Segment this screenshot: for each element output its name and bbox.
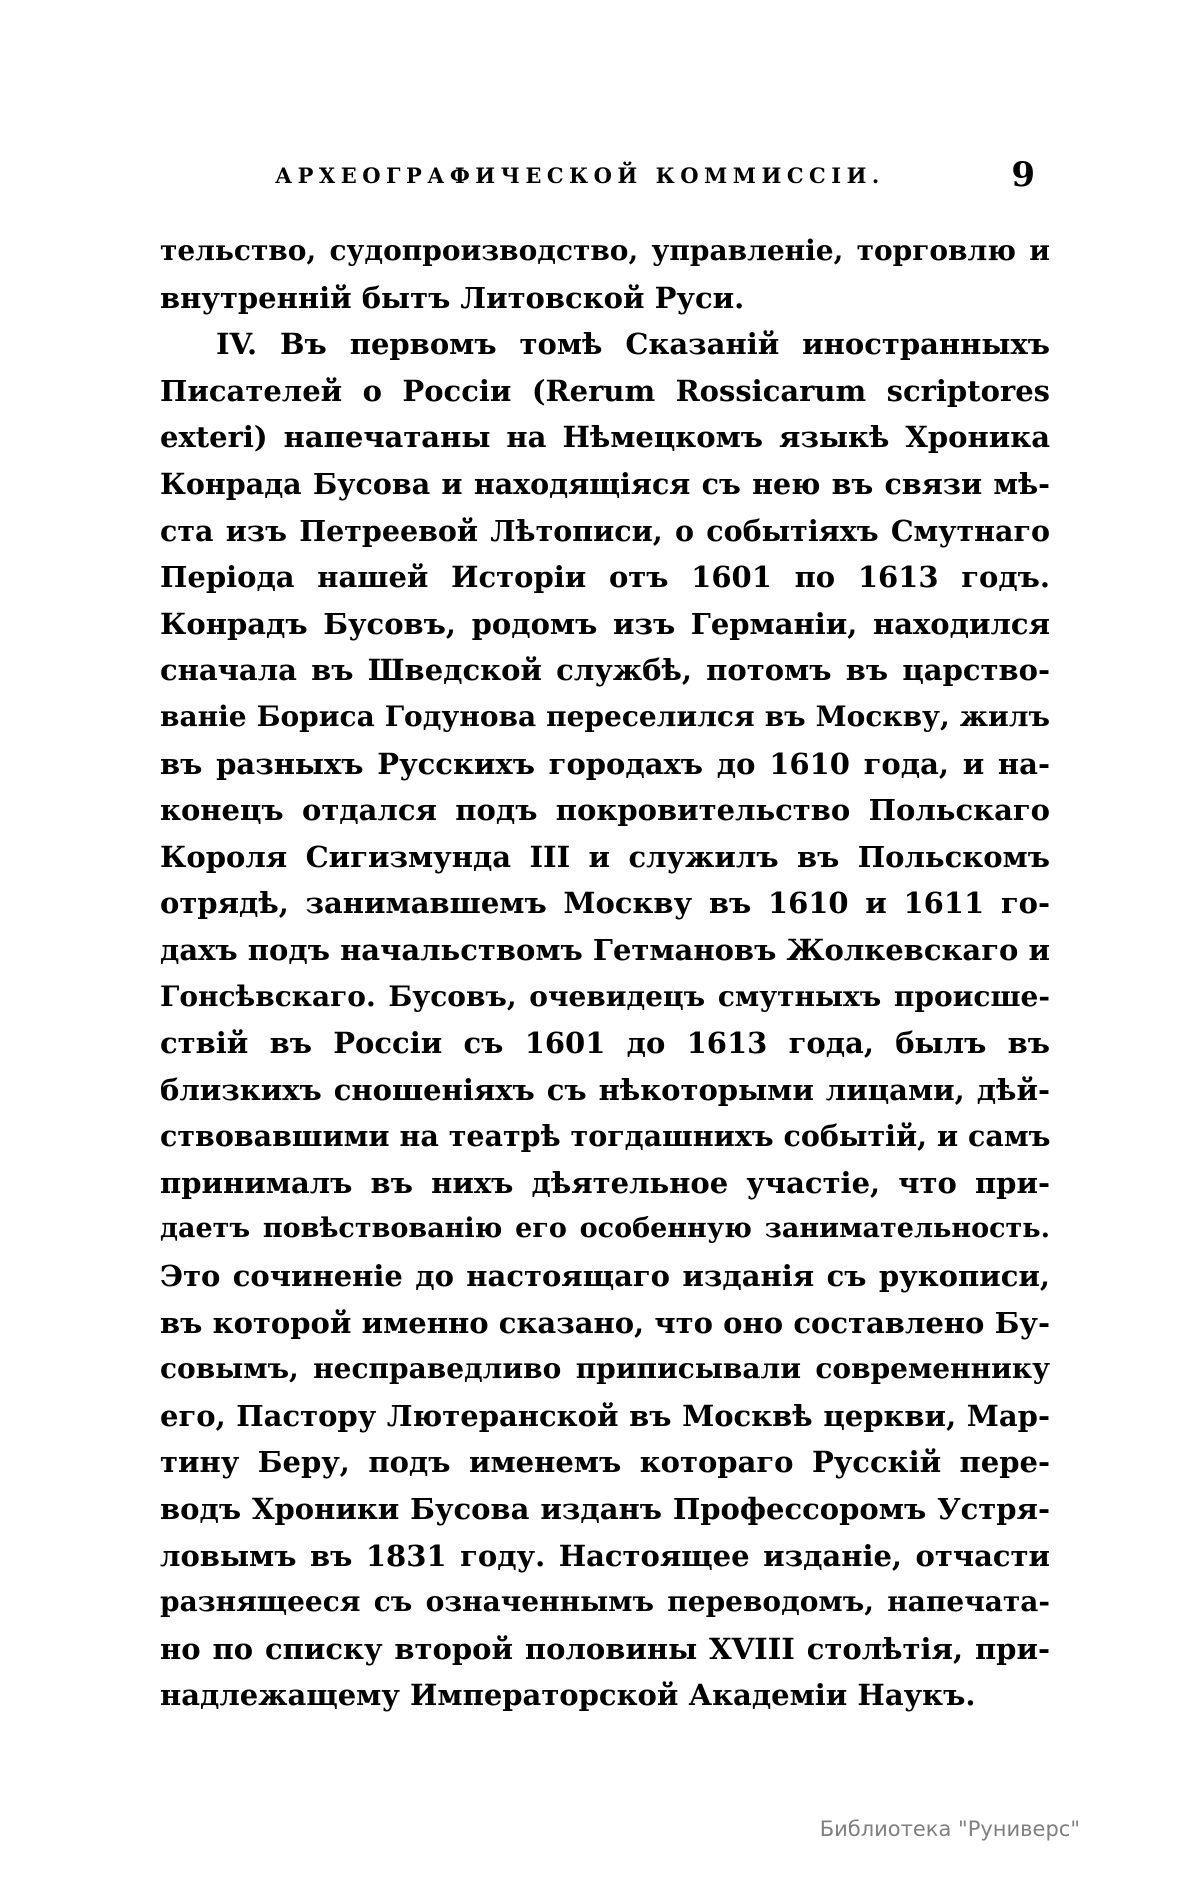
page-number: 9	[1011, 155, 1035, 195]
text-line: ствій въ Россіи съ 1601 до 1613 года, былъ въ	[160, 1026, 1050, 1061]
text-line: Это сочиненіе до настоящаго изданія съ рукописи,	[160, 1259, 1050, 1294]
text-line: совымъ, несправедливо приписывали современнику	[160, 1352, 1050, 1386]
running-title: АРХЕОГРАФИЧЕСКОЙ КОММИССІИ.	[275, 163, 885, 188]
page-header	[275, 155, 1035, 205]
text-line: въ которой именно сказано, что оно составлено Бу-	[160, 1305, 1050, 1340]
text-line: Конрадъ Бусовъ, родомъ изъ Германіи, находился	[160, 606, 1050, 641]
text-line: ловымъ въ 1831 году. Настоящее изданіе, отчасти	[160, 1538, 1050, 1573]
text-line: Конрада Бусова и находящіяся съ нею въ связи мѣ-	[160, 466, 1050, 501]
library-watermark: Библиотека "Руниверс"	[819, 1817, 1080, 1841]
text-line: надлежащему Императорской Академіи Наукъ.	[160, 1678, 976, 1713]
text-line: но по списку второй половины XVIII столѣтія, при-	[160, 1631, 1050, 1666]
text-line: ствовавшими на театрѣ тогдашнихъ событій, и самъ	[160, 1119, 1051, 1154]
text-line: IV. Въ первомъ томѣ Сказаній иностранныхъ	[216, 327, 1050, 362]
text-line: Короля Сигизмунда III и служилъ въ Польскомъ	[160, 839, 1050, 874]
text-line: Гонсѣвскаго. Бусовъ, очевидецъ смутныхъ происше-	[160, 979, 1050, 1013]
text-line: тину Беру, подъ именемъ котораго Русскій пере-	[160, 1445, 1050, 1480]
text-line: exteri) напечатаны на Нѣмецкомъ языкѣ Хроника	[160, 420, 1050, 455]
text-line: сначала въ Шведской службѣ, потомъ въ царство-	[160, 653, 1050, 688]
text-line: Періода нашей Исторіи отъ 1601 по 1613 годъ.	[160, 560, 1050, 595]
text-line: разнящееся съ означеннымъ переводомъ, напечата-	[160, 1585, 1050, 1619]
text-line: даетъ повѣствованію его особенную занимательность.	[160, 1213, 1050, 1245]
body-text	[160, 228, 1050, 1719]
text-line: конецъ отдался подъ покровительство Польскаго	[160, 793, 1050, 828]
text-line: дахъ подъ начальствомъ Гетмановъ Жолкевскаго и	[160, 932, 1050, 967]
text-line: водъ Хроники Бусова изданъ Профессоромъ Устря-	[160, 1492, 1050, 1527]
text-line: его, Пастору Лютеранской въ Москвѣ церкви, Мар-	[160, 1398, 1050, 1433]
text-line: внутренній бытъ Литовской Руси.	[160, 280, 745, 315]
text-line: ваніе Бориса Годунова переселился въ Москву, жилъ	[160, 699, 1050, 733]
text-line: въ разныхъ Русскихъ городахъ до 1610 года, и на-	[160, 746, 1050, 781]
text-line: ста изъ Петреевой Лѣтописи, о событіяхъ Смутнаго	[160, 513, 1050, 548]
text-line: принималъ въ нихъ дѣятельное участіе, что при-	[160, 1165, 1050, 1200]
text-line: близкихъ сношеніяхъ съ нѣкоторыми лицами, дѣй-	[160, 1072, 1050, 1107]
text-line: отрядѣ, занимавшемъ Москву въ 1610 и 1611 го-	[160, 886, 1050, 921]
text-line: тельство, судопроизводство, управленіе, торговлю и	[160, 234, 1050, 267]
text-line: Писателей о Россіи (Rerum Rossicarum scriptores	[160, 373, 1050, 408]
